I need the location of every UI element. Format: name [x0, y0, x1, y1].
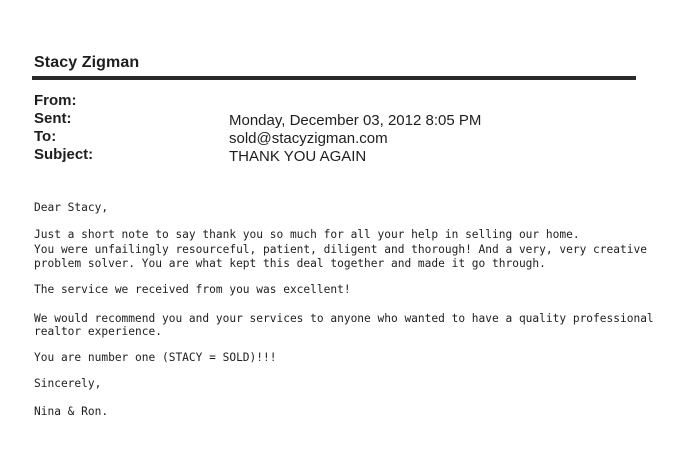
greeting: Dear Stacy,: [34, 201, 109, 214]
paragraph2: The service we received from you was excellent!: [34, 283, 351, 296]
signature: Nina & Ron.: [34, 405, 109, 418]
header-divider: [32, 76, 636, 80]
subject-label: Subject:: [34, 146, 94, 163]
paragraph3-line2: realtor experience.: [34, 325, 162, 338]
subject-value: THANK YOU AGAIN: [229, 148, 367, 165]
paragraph1-line2: You were unfailingly resourceful, patient, diligent and thorough! And a very, very creative: [34, 243, 647, 256]
paragraph4: You are number one (STACY = SOLD)!!!: [34, 351, 277, 364]
paragraph1-line3: problem solver. You are what kept this deal together and made it go through.: [34, 257, 546, 270]
sent-label: Sent:: [34, 110, 72, 127]
sender-name: Stacy Zigman: [34, 54, 140, 71]
paragraph3-line1: We would recommend you and your services to anyone who wanted to have a quality professional: [34, 312, 654, 325]
to-label: To:: [34, 128, 57, 145]
paragraph1-line1: Just a short note to say thank you so much for all your help in selling our home.: [34, 228, 580, 241]
sent-value: Monday, December 03, 2012 8:05 PM: [229, 112, 482, 129]
from-label: From:: [34, 92, 77, 109]
closing: Sincerely,: [34, 377, 102, 390]
to-value: sold@stacyzigman.com: [229, 130, 388, 147]
